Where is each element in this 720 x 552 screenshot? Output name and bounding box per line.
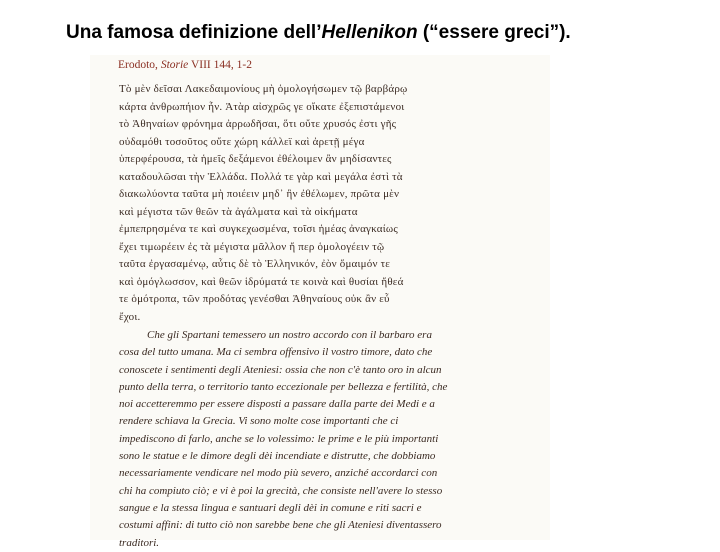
greek-line: τὸ Ἀθηναίων φρόνημα ἀρρωδῆσαι, ὅτι οὔτε χρυσός ἐστι γῆς xyxy=(119,118,397,130)
greek-text xyxy=(119,81,527,326)
translation-line: noi accetteremmo per essere disposti a passare dalla parte dei Medi e a xyxy=(119,398,435,411)
translation-line: necessariamente vendicare nel modo più severo, anziché accordarci con xyxy=(119,467,438,480)
scanned-excerpt xyxy=(90,55,550,549)
translation-line: conoscete i sentimenti degli Ateniesi: ossia che non c'è tanto oro in alcun xyxy=(119,363,442,376)
greek-line: ἐμπεπρησμένα τε καὶ συγκεχωσμένα, τοῖσι ἡμέας ἀναγκαίως xyxy=(119,223,398,235)
title-prefix: Una famosa definizione dell’ xyxy=(66,22,322,43)
slide-title xyxy=(66,22,571,44)
greek-line: τε ὁμότροπα, τῶν προδότας γενέσθαι Ἀθηναίους οὐκ ἂν εὖ xyxy=(119,293,390,305)
translation-line: rendere schiava la Grecia. Vi sono molte cose importanti che ci xyxy=(119,415,399,428)
citation-author: Erodoto, xyxy=(118,59,161,71)
translation-line: sangue e la stessa lingua e santuari degli dèi in comune e riti sacri e xyxy=(119,501,422,514)
citation-ref: VIII 144, 1-2 xyxy=(188,59,252,71)
greek-line: Τὸ μὲν δεῖσαι Λακεδαιμονίους μὴ ὁμολογήσωμεν τῷ βαρβάρῳ xyxy=(119,83,408,95)
greek-line: ἔχει τιμωρέειν ἐς τὰ μέγιστα μᾶλλον ἤ περ ὁμολογέειν τῷ xyxy=(119,240,385,253)
translation-line: punto della terra, o territorio tanto eccezionale per bellezza e fertilità, che xyxy=(119,380,448,393)
translation-line: cosa del tutto umana. Ma ci sembra offensivo il vostro timore, dato che xyxy=(119,346,433,359)
greek-line: καὶ ὁμόγλωσσον, καὶ θεῶν ἱδρύματά τε κοινὰ καὶ θυσίαι ἤθεά xyxy=(119,275,404,288)
citation xyxy=(118,59,252,71)
translation-line: sono le statue e le dimore degli dèi incendiate e distrutte, che dobbiamo xyxy=(119,450,436,463)
translation-line: impediscono di farlo, anche se lo volessimo: le prime e le più importanti xyxy=(119,432,439,445)
italian-translation xyxy=(119,327,527,552)
translation-line: chi ha compiuto ciò; e vi è poi la grecità, che consiste nell'avere lo stesso xyxy=(119,484,443,497)
greek-line: κάρτα ἀνθρωπήιον ἦν. Ἀτὰρ αἰσχρῶς γε οἴκατε ἐξεπιστάμενοι xyxy=(119,100,405,113)
greek-line: καὶ μέγιστα τῶν θεῶν τὰ ἀγάλματα καὶ τὰ οἰκήματα xyxy=(119,205,358,218)
translation-line: traditori. xyxy=(119,536,160,549)
greek-line: καταδουλῶσαι τὴν Ἑλλάδα. Πολλά τε γὰρ καὶ μεγάλα ἐστὶ τὰ xyxy=(119,170,403,183)
greek-line: οὐδαμόθι τοσοῦτος οὔτε χώρη κάλλεϊ καὶ ἀρετῇ μέγα xyxy=(119,135,365,148)
title-suffix: (“essere greci”). xyxy=(417,22,571,43)
translation-line: costumi affini: di tutto ciò non sarebbe bene che gli Ateniesi diventassero xyxy=(119,519,442,532)
greek-line: ταῦτα ἐργασαμένῳ, αὖτις δὲ τὸ Ἑλληνικόν, ἐὸν ὅμαιμόν τε xyxy=(119,258,391,270)
title-italic-word: Hellenikon xyxy=(321,22,418,43)
citation-work: Storie xyxy=(160,59,189,71)
greek-line: διακωλύοντα ταῦτα μὴ ποιέειν μηδ᾽ ἢν ἐθέλωμεν, πρῶτα μὲν xyxy=(119,188,400,200)
greek-line: ὑπερφέρουσα, τὰ ἡμεῖς δεξάμενοι ἐθέλοιμεν ἂν μηδίσαντες xyxy=(119,153,392,165)
translation-line: Che gli Spartani temessero un nostro accordo con il barbaro era xyxy=(147,329,432,341)
greek-line: ἔχοι. xyxy=(119,310,141,323)
